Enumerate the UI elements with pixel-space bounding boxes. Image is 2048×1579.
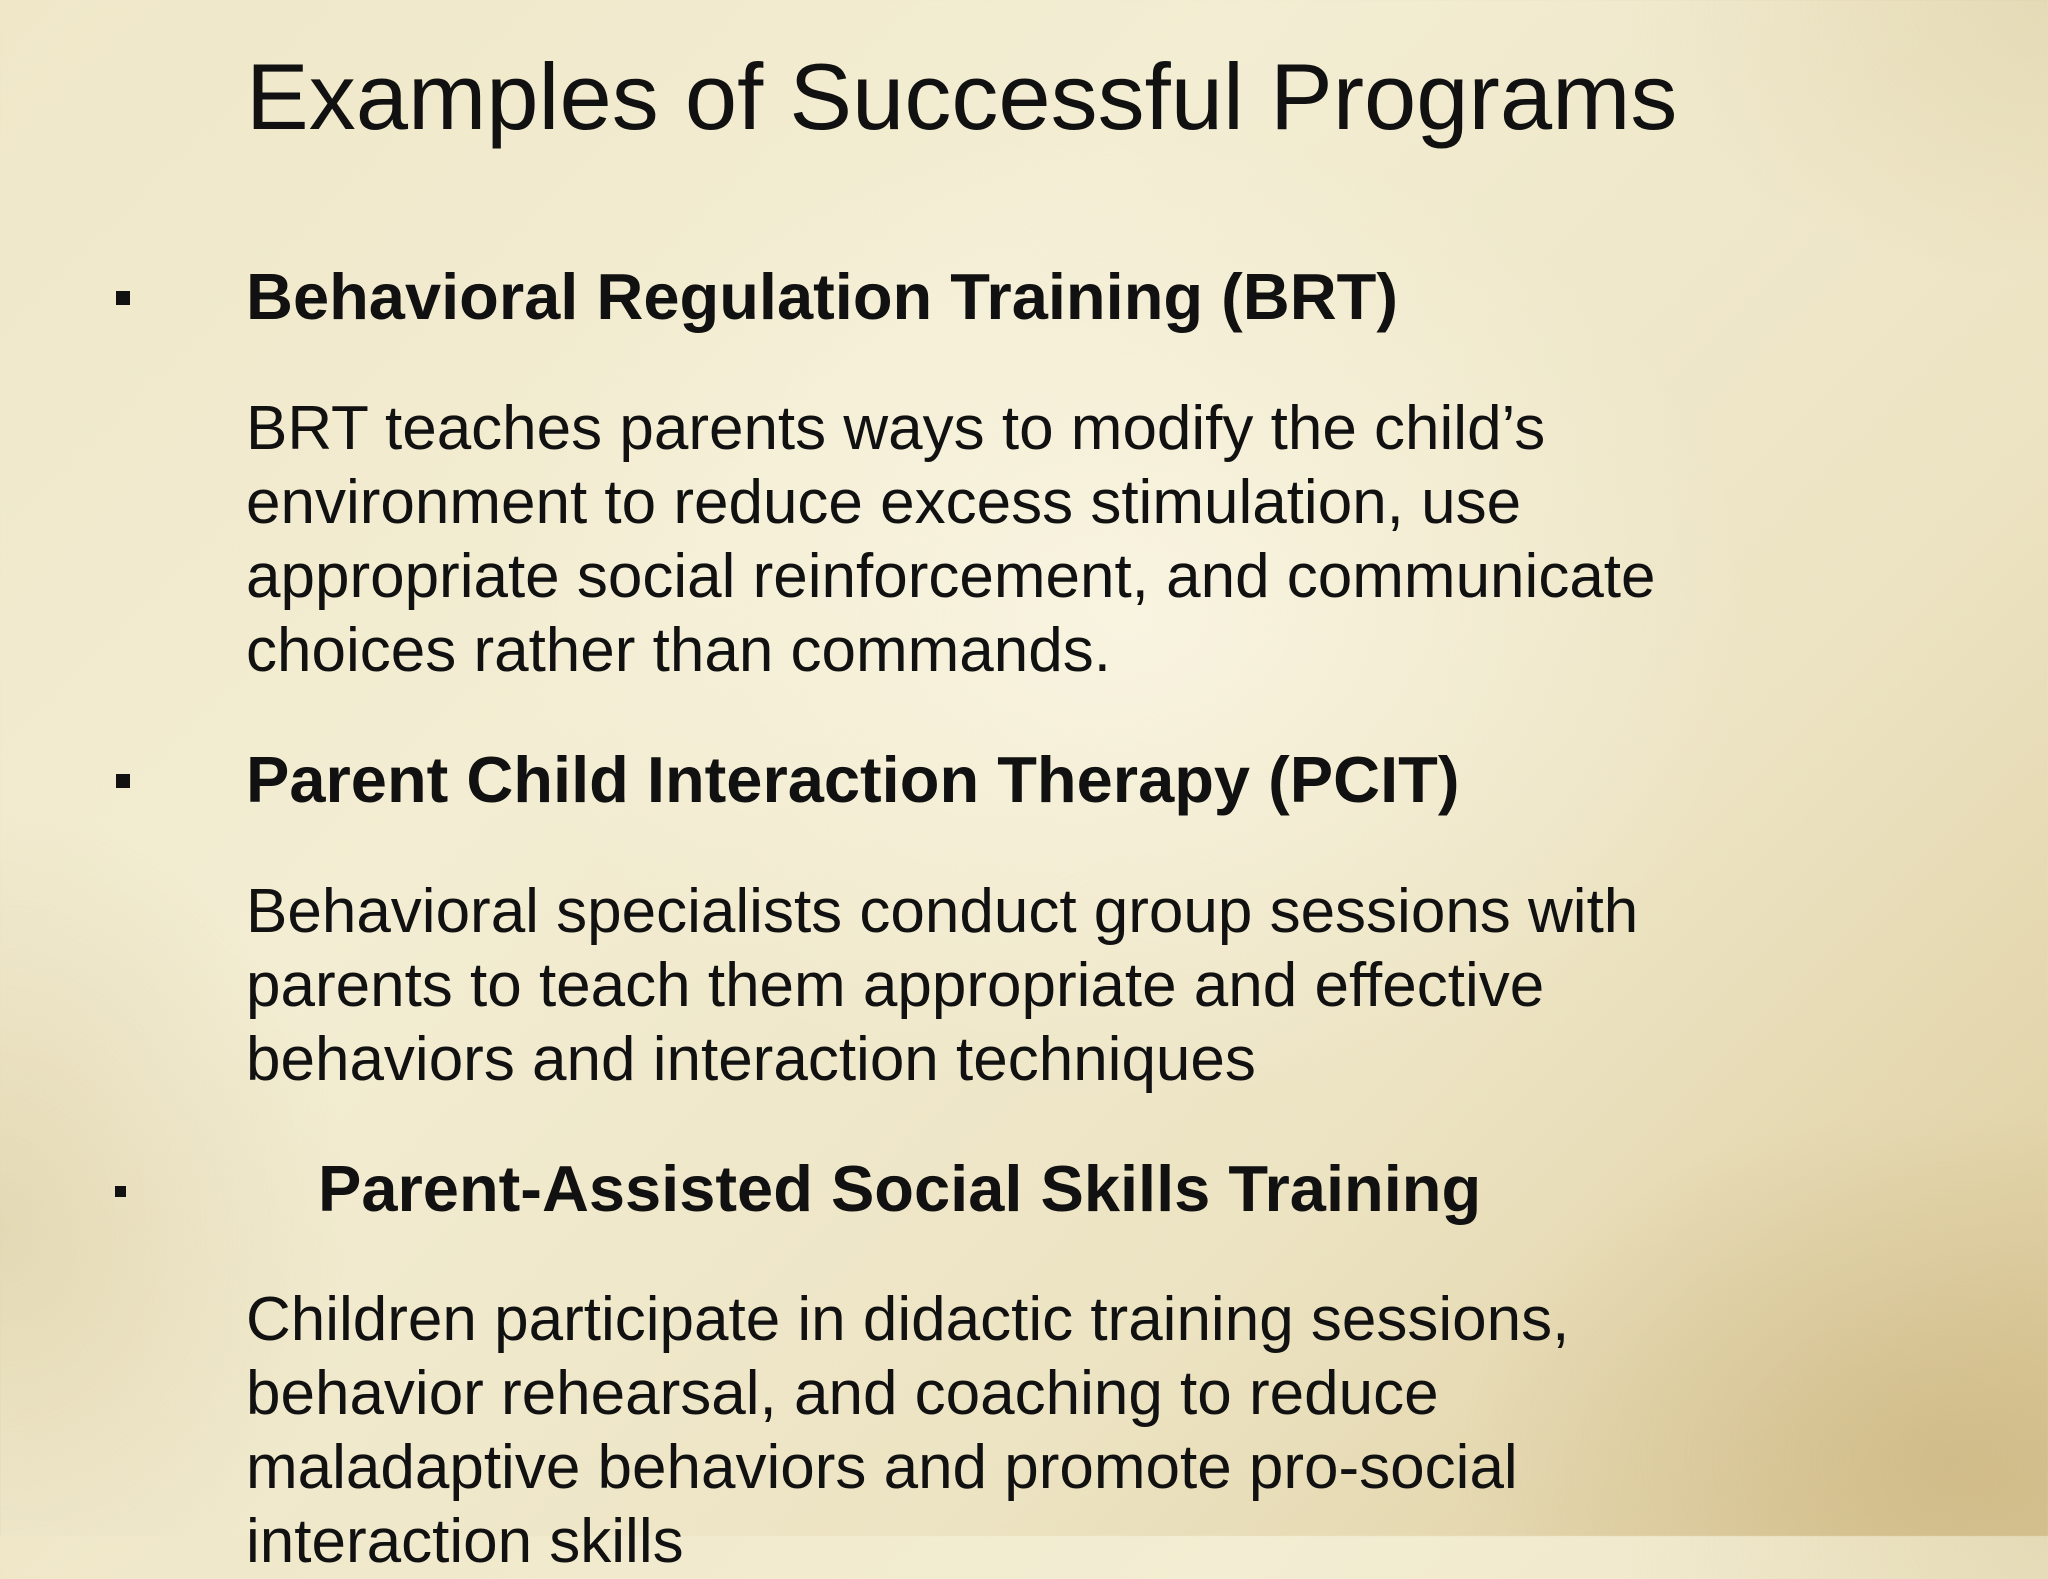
square-bullet-icon: [116, 774, 130, 788]
body-line: BRT teaches parents ways to modify the child’s: [246, 394, 1546, 463]
body-line: behaviors and interaction techniques: [246, 1025, 1256, 1094]
section-heading-pcit: Parent Child Interaction Therapy (PCIT): [246, 743, 1460, 816]
section-heading-brt: Behavioral Regulation Training (BRT): [246, 260, 1399, 333]
body-line: environment to reduce excess stimulation, use: [246, 468, 1522, 537]
section-body-pcit: [246, 875, 1886, 1097]
square-bullet-icon: [115, 1186, 126, 1197]
body-line: behavior rehearsal, and coaching to reduce: [246, 1359, 1439, 1428]
body-line: Behavioral specialists conduct group sessions with: [246, 877, 1639, 946]
slide-title: Examples of Successful Programs: [246, 44, 1678, 149]
section-body-brt: [246, 392, 1886, 688]
square-bullet-icon: [116, 291, 130, 305]
body-line: choices rather than commands.: [246, 616, 1111, 685]
section-heading-passt: Parent-Assisted Social Skills Training: [318, 1152, 1482, 1225]
body-line: Children participate in didactic training sessions,: [246, 1285, 1570, 1354]
body-line: maladaptive behaviors and promote pro-social: [246, 1433, 1518, 1502]
body-line: interaction skills: [246, 1507, 684, 1576]
body-line: appropriate social reinforcement, and communicate: [246, 542, 1656, 611]
section-body-passt: [246, 1283, 1886, 1579]
body-line: parents to teach them appropriate and effective: [246, 951, 1545, 1020]
